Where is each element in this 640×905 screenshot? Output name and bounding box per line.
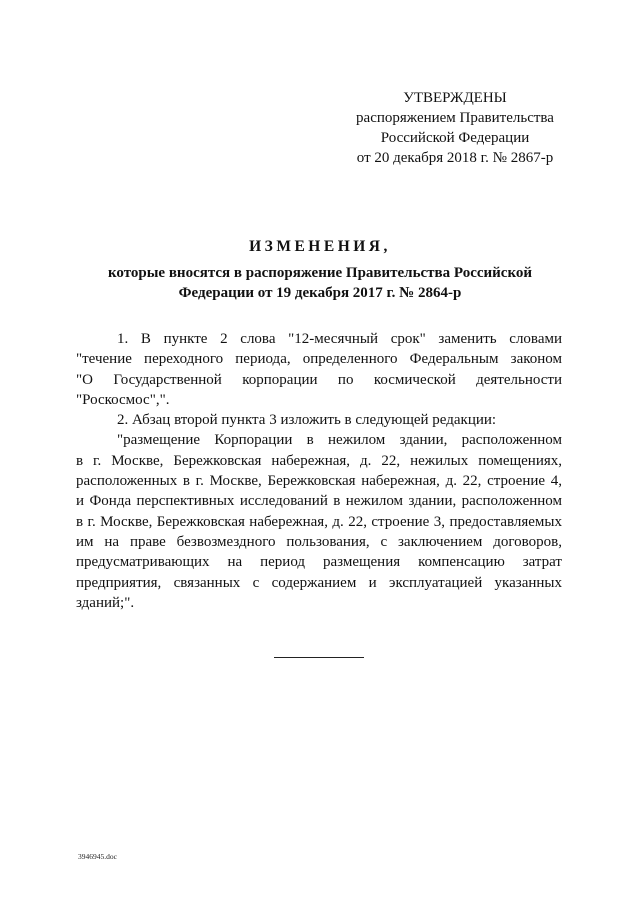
paragraph-1-line: "течение переходного периода, определенного Федеральным законом xyxy=(76,351,562,368)
approval-heading: УТВЕРЖДЕНЫ xyxy=(403,90,507,106)
subtitle-line: Федерации от 19 декабря 2017 г. № 2864-р xyxy=(178,285,462,301)
quoted-paragraph-line: предусматривающих на период размещения компенсацию затрат xyxy=(76,554,562,571)
document-subtitle xyxy=(60,263,580,303)
quoted-paragraph-line: и Фонда перспективных исследований в нежилом здании, расположенном xyxy=(76,493,562,510)
approval-line: Российской Федерации xyxy=(380,130,530,146)
quoted-paragraph-line: в г. Москве, Бережковская набережная, д. 22, строение 3, предоставляемых xyxy=(76,513,562,530)
approval-block xyxy=(330,88,580,168)
subtitle-line: которые вносятся в распоряжение Правительства Российской xyxy=(107,265,533,281)
quoted-paragraph-line: расположенных в г. Москве, Бережковская набережная, д. 22, строение 4, xyxy=(76,473,562,490)
paragraph-1-line: "Роскосмос",". xyxy=(76,391,170,408)
quoted-paragraph-line: предприятия, связанных с содержанием и эксплуатацией указанных xyxy=(76,574,562,591)
end-separator-line xyxy=(274,657,364,658)
approval-date-line: от 20 декабря 2018 г. № 2867-р xyxy=(356,150,554,166)
approval-line: распоряжением Правительства xyxy=(356,110,554,126)
quoted-paragraph-line: в г. Москве, Бережковская набережная, д. 22, нежилых помещениях, xyxy=(76,452,562,469)
paragraph-1-line: "О Государственной корпорации по космической деятельности xyxy=(76,371,562,388)
paragraph-2-line: 2. Абзац второй пункта 3 изложить в следующей редакции: xyxy=(117,412,497,429)
file-reference: 3946945.doc xyxy=(78,852,117,861)
quoted-paragraph-line: им на праве безвозмездного пользования, с заключением договоров, xyxy=(76,533,562,550)
document-body xyxy=(76,329,562,613)
document-title: ИЗМЕНЕНИЯ, xyxy=(249,238,391,255)
paragraph-1-line: 1. В пункте 2 слова "12-месячный срок" заменить словами xyxy=(117,331,562,347)
quoted-paragraph-line: "размещение Корпорации в нежилом здании, расположенном xyxy=(117,432,562,449)
quoted-paragraph-line: зданий;". xyxy=(76,594,135,611)
